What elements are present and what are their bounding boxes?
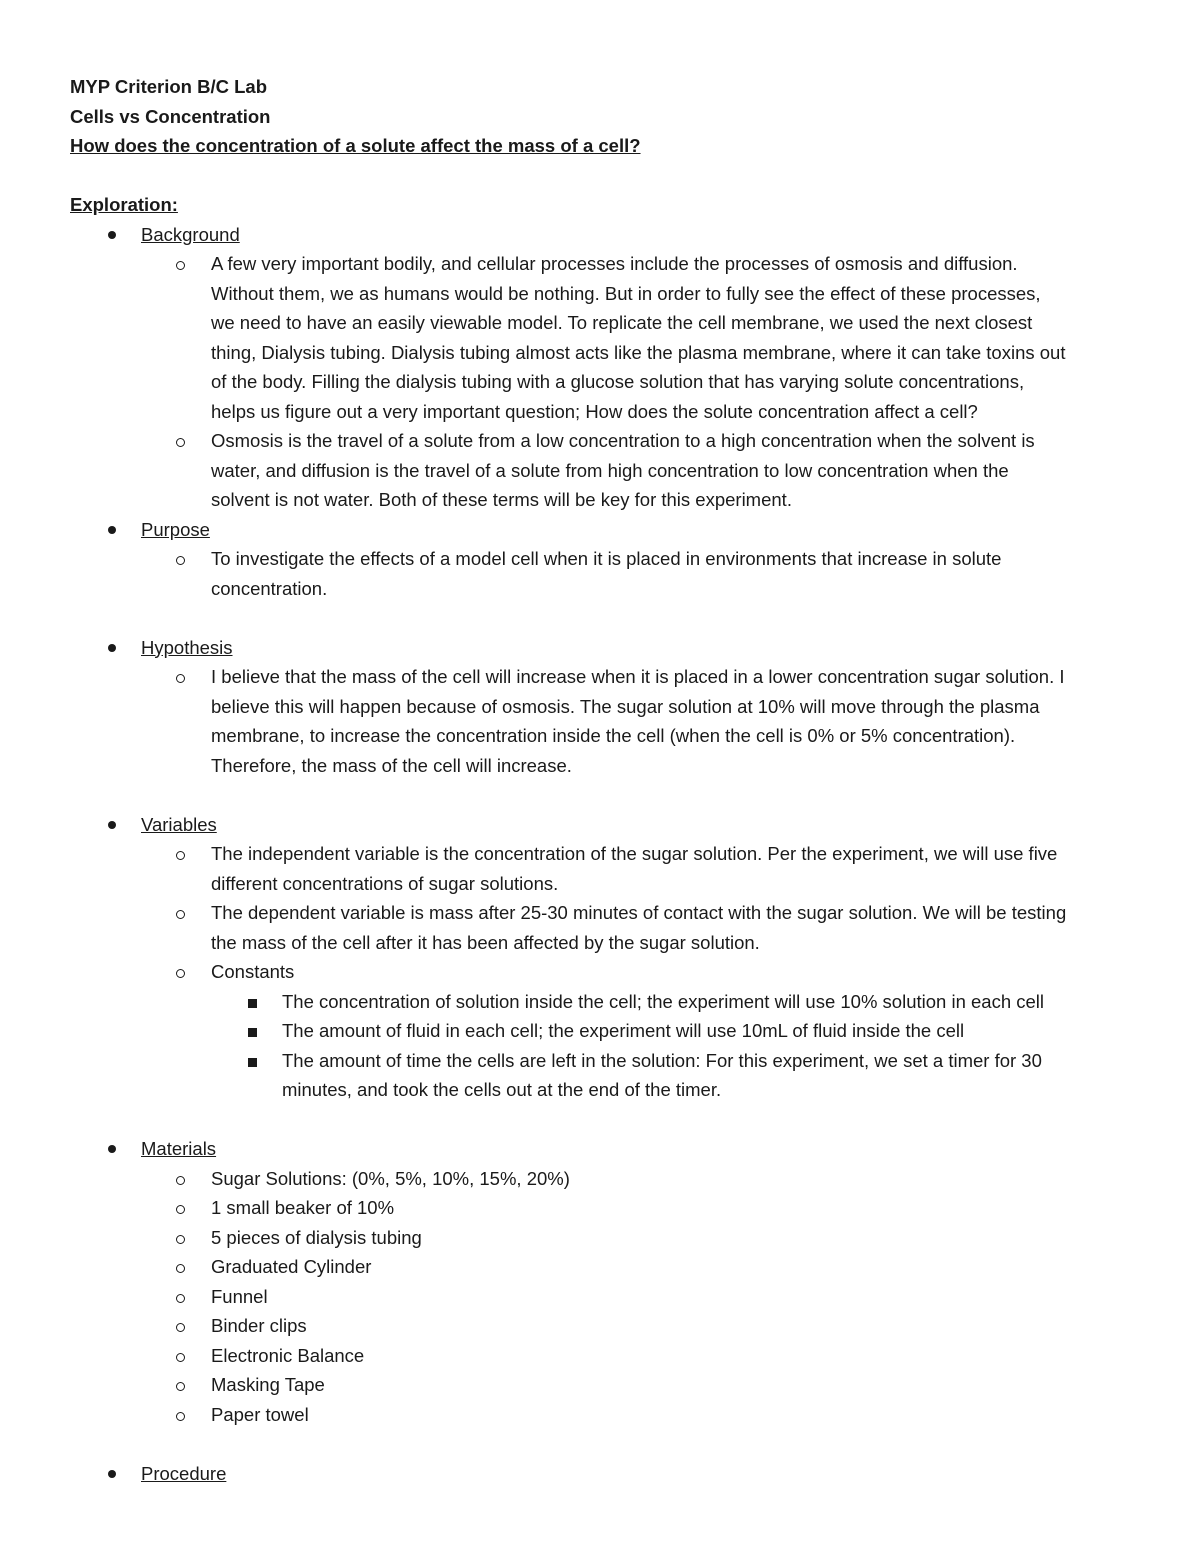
text-line: minutes, and took the cells out at the end of the timer.	[282, 1079, 722, 1100]
text-line: 5 pieces of dialysis tubing	[211, 1226, 422, 1248]
constant-item	[70, 1016, 1140, 1046]
bullet-circle-icon	[176, 1341, 190, 1371]
bullet-dot-icon	[108, 810, 118, 840]
bullet-circle-icon	[176, 249, 190, 279]
bullet-circle-icon	[176, 898, 190, 928]
text-line: To investigate the effects of a model cell when it is placed in environments that increase in solute	[211, 548, 1002, 569]
section-hypothesis	[70, 633, 1140, 663]
material-item	[70, 1223, 1140, 1253]
material-item	[70, 1164, 1140, 1194]
exploration-heading: Exploration:	[70, 194, 178, 215]
doc-title: MYP Criterion B/C Lab	[70, 76, 268, 97]
bullet-dot-icon	[108, 515, 118, 545]
text-line: Electronic Balance	[211, 1344, 365, 1366]
hypothesis-paragraph	[70, 662, 1140, 780]
bullet-dot-icon	[108, 633, 118, 663]
background-paragraph-1	[70, 249, 1140, 426]
material-item	[70, 1400, 1140, 1430]
section-background	[70, 220, 1140, 250]
constants-heading	[70, 957, 1140, 987]
material-item	[70, 1282, 1140, 1312]
section-materials	[70, 1134, 1140, 1164]
text-line: The amount of time the cells are left in the solution: For this experiment, we set a timer for 30	[282, 1049, 1042, 1071]
section-variables	[70, 810, 1140, 840]
bullet-dot-icon	[108, 220, 118, 250]
text-line: membrane, to increase the concentration inside the cell (when the cell is 0% or 5% concentration).	[211, 725, 1016, 746]
bullet-circle-icon	[176, 426, 190, 456]
text-line: thing, Dialysis tubing. Dialysis tubing almost acts like the plasma membrane, where it can take toxins out	[211, 341, 1066, 363]
material-item	[70, 1370, 1140, 1400]
text-line: solvent is not water. Both of these terms will be key for this experiment.	[211, 489, 792, 510]
purpose-label: Purpose	[141, 518, 210, 540]
text-line: we need to have an easily viewable model. To replicate the cell membrane, we used the next closest	[211, 312, 1033, 333]
text-line: Funnel	[211, 1285, 268, 1307]
bullet-circle-icon	[176, 1370, 190, 1400]
text-line: believe this will happen because of osmosis. The sugar solution at 10% will move through the plasma	[211, 695, 1040, 717]
text-line: the mass of the cell after it has been affected by the sugar solution.	[211, 931, 760, 953]
research-question: How does the concentration of a solute affect the mass of a cell?	[70, 135, 641, 156]
text-line: Osmosis is the travel of a solute from a low concentration to a high concentration when the solvent is	[211, 430, 1035, 451]
document-page	[70, 72, 1140, 1488]
purpose-paragraph	[70, 544, 1140, 603]
constant-item	[70, 987, 1140, 1017]
text-line: 1 small beaker of 10%	[211, 1197, 395, 1218]
text-line: Sugar Solutions: (0%, 5%, 10%, 15%, 20%)	[211, 1167, 570, 1189]
bullet-circle-icon	[176, 1193, 190, 1223]
bullet-circle-icon	[176, 1223, 190, 1253]
materials-label: Materials	[141, 1138, 217, 1159]
text-line: The independent variable is the concentration of the sugar solution. Per the experiment, we will use five	[211, 843, 1058, 864]
constant-item	[70, 1046, 1140, 1105]
text-line: Binder clips	[211, 1315, 307, 1336]
text-line: Without them, we as humans would be nothing. But in order to fully see the effect of these processes,	[211, 282, 1041, 304]
material-item	[70, 1252, 1140, 1282]
constants-label: Constants	[211, 961, 295, 982]
section-purpose	[70, 515, 1140, 545]
background-paragraph-2	[70, 426, 1140, 515]
bullet-dot-icon	[108, 1459, 118, 1489]
material-item	[70, 1193, 1140, 1223]
bullet-square-icon	[248, 1046, 258, 1076]
bullet-circle-icon	[176, 1252, 190, 1282]
bullet-circle-icon	[176, 662, 190, 692]
bullet-circle-icon	[176, 544, 190, 574]
bullet-circle-icon	[176, 1282, 190, 1312]
bullet-dot-icon	[108, 1134, 118, 1164]
text-line: The dependent variable is mass after 25-30 minutes of contact with the sugar solution. We will be testing	[211, 902, 1067, 923]
text-line: Masking Tape	[211, 1374, 325, 1395]
text-line: I believe that the mass of the cell will increase when it is placed in a lower concentration sugar solution. I	[211, 666, 1065, 687]
bullet-circle-icon	[176, 1311, 190, 1341]
text-line: helps us figure out a very important question; How does the solute concentration affect a cell?	[211, 400, 978, 422]
bullet-circle-icon	[176, 1164, 190, 1194]
bullet-square-icon	[248, 1016, 258, 1046]
text-line: different concentrations of sugar solutions.	[211, 872, 559, 894]
material-item	[70, 1341, 1140, 1371]
bullet-circle-icon	[176, 839, 190, 869]
dependent-variable	[70, 898, 1140, 957]
variables-label: Variables	[141, 813, 217, 835]
text-line: of the body. Filling the dialysis tubing with a glucose solution that has varying solute concentrations,	[211, 371, 1025, 392]
procedure-label: Procedure	[141, 1462, 227, 1484]
text-line: Graduated Cylinder	[211, 1256, 372, 1277]
text-line: Therefore, the mass of the cell will increase.	[211, 754, 572, 776]
hypothesis-label: Hypothesis	[141, 636, 233, 658]
section-procedure	[70, 1459, 1140, 1489]
text-line: water, and diffusion is the travel of a solute from high concentration to low concentration when the	[211, 459, 1009, 481]
text-line: Paper towel	[211, 1403, 309, 1425]
text-line: The amount of fluid in each cell; the experiment will use 10mL of fluid inside the cell	[282, 1020, 965, 1041]
material-item	[70, 1311, 1140, 1341]
doc-subtitle: Cells vs Concentration	[70, 105, 271, 127]
text-line: concentration.	[211, 577, 328, 599]
bullet-circle-icon	[176, 1400, 190, 1430]
background-label: Background	[141, 223, 240, 245]
text-line: A few very important bodily, and cellular processes include the processes of osmosis and diffusion.	[211, 253, 1018, 274]
bullet-square-icon	[248, 987, 258, 1017]
independent-variable	[70, 839, 1140, 898]
bullet-circle-icon	[176, 957, 190, 987]
text-line: The concentration of solution inside the cell; the experiment will use 10% solution in each cell	[282, 990, 1045, 1012]
